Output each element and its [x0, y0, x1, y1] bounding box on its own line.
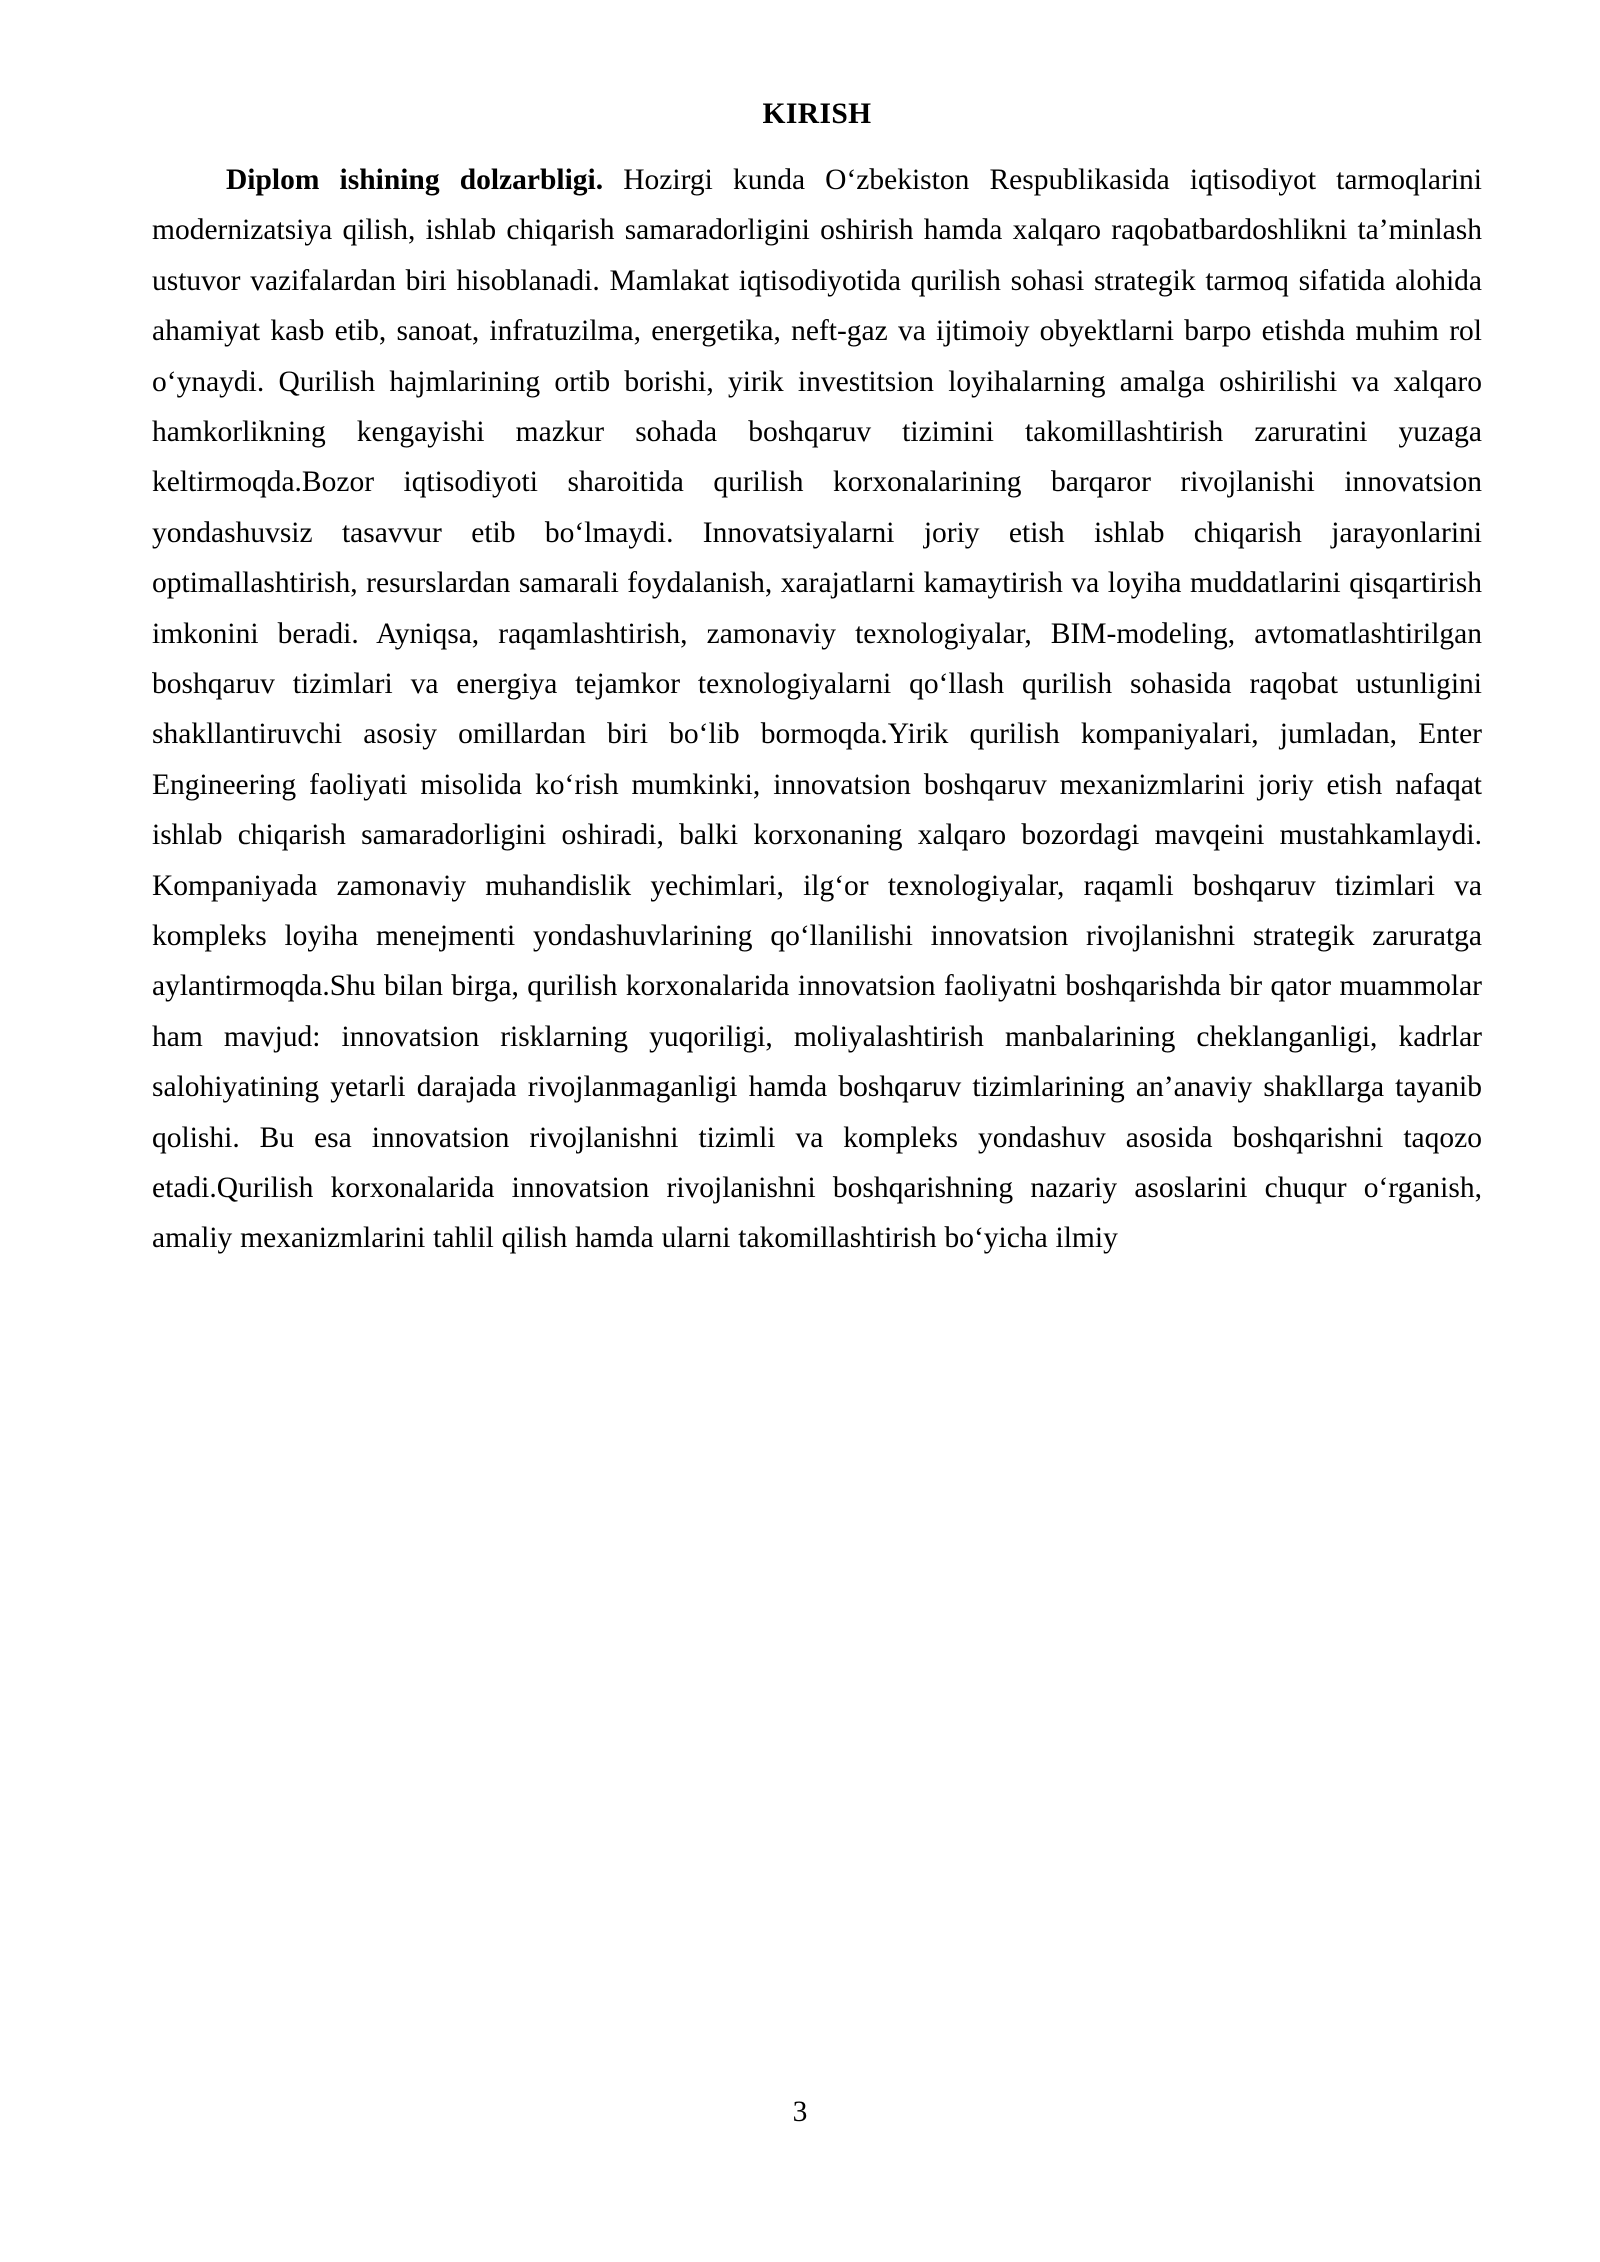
- page-number: 3: [792, 2096, 808, 2128]
- paragraph-lead-in: Diplom ishining dolzarbligi.: [226, 163, 604, 196]
- page-content: [152, 96, 1482, 1264]
- introduction-paragraph: [152, 155, 1482, 1264]
- paragraph-body: Hozirgi kunda Oʻzbekiston Respublikasida iqtisodiyot tarmoqlarini modernizatsiya qilish, ishlab chiqarish samaradorligini oshirish hamda xalqaro raqobatbardoshlikni ta’minlash ustuvor vazifalardan biri hisoblanadi. Mamlakat iqtisodiyotida qurilish sohasi strategik tarmoq sifatida alohida ahamiyat kasb etib, sanoat, infratuzilma, energetika, neft-gaz va ijtimoiy obyektlarni barpo etishda muhim rol oʻynaydi. Qurilish hajmlarining ortib borishi, yirik investitsion loyihalarning amalga oshirilishi va xalqaro hamkorlikning kengayishi mazkur sohada boshqaruv tizimini takomillashtirish zaruratini yuzaga keltirmoqda.Bozor iqtisodiyoti sharoitida qurilish korxonalarining barqaror rivojlanishi innovatsion yondashuvsiz tasavvur etib boʻlmaydi. Innovatsiyalarni joriy etish ishlab chiqarish jarayonlarini optimallashtirish, resurslardan samarali foydalanish, xarajatlarni kamaytirish va loyiha muddatlarini qisqartirish imkonini beradi. Ayniqsa, raqamlashtirish, zamonaviy texnologiyalar, BIM-modeling, avtomatlashtirilgan boshqaruv tizimlari va energiya tejamkor texnologiyalarni qoʻllash qurilish sohasida raqobat ustunligini shakllantiruvchi asosiy omillardan biri boʻlib bormoqda.Yirik qurilish kompaniyalari, jumladan, Enter Engineering faoliyati misolida koʻrish mumkinki, innovatsion boshqaruv mexanizmlarini joriy etish nafaqat ishlab chiqarish samaradorligini oshiradi, balki korxonaning xalqaro bozordagi mavqeini mustahkamlaydi. Kompaniyada zamonaviy muhandislik yechimlari, ilgʻor texnologiyalar, raqamli boshqaruv tizimlari va kompleks loyiha menejmenti yondashuvlarining qoʻllanilishi innovatsion rivojlanishni strategik zaruratga aylantirmoqda.Shu bilan birga, qurilish korxonalarida innovatsion faoliyatni boshqarishda bir qator muammolar ham mavjud: innovatsion risklarning yuqoriligi, moliyalashtirish manbalarining cheklanganligi, kadrlar salohiyatining yetarli darajada rivojlanmaganligi hamda boshqaruv tizimlarining an’anaviy shakllarga tayanib qolishi. Bu esa innovatsion rivojlanishni tizimli va kompleks yondashuv asosida boshqarishni taqozo etadi.Qurilish korxonalarida innovatsion rivojlanishni boshqarishning nazariy asoslarini chuqur oʻrganish, amaliy mexanizmlarini tahlil qilish hamda ularni takomillashtirish boʻyicha ilmiy: [152, 163, 1482, 1255]
- page-title: KIRISH: [762, 98, 872, 130]
